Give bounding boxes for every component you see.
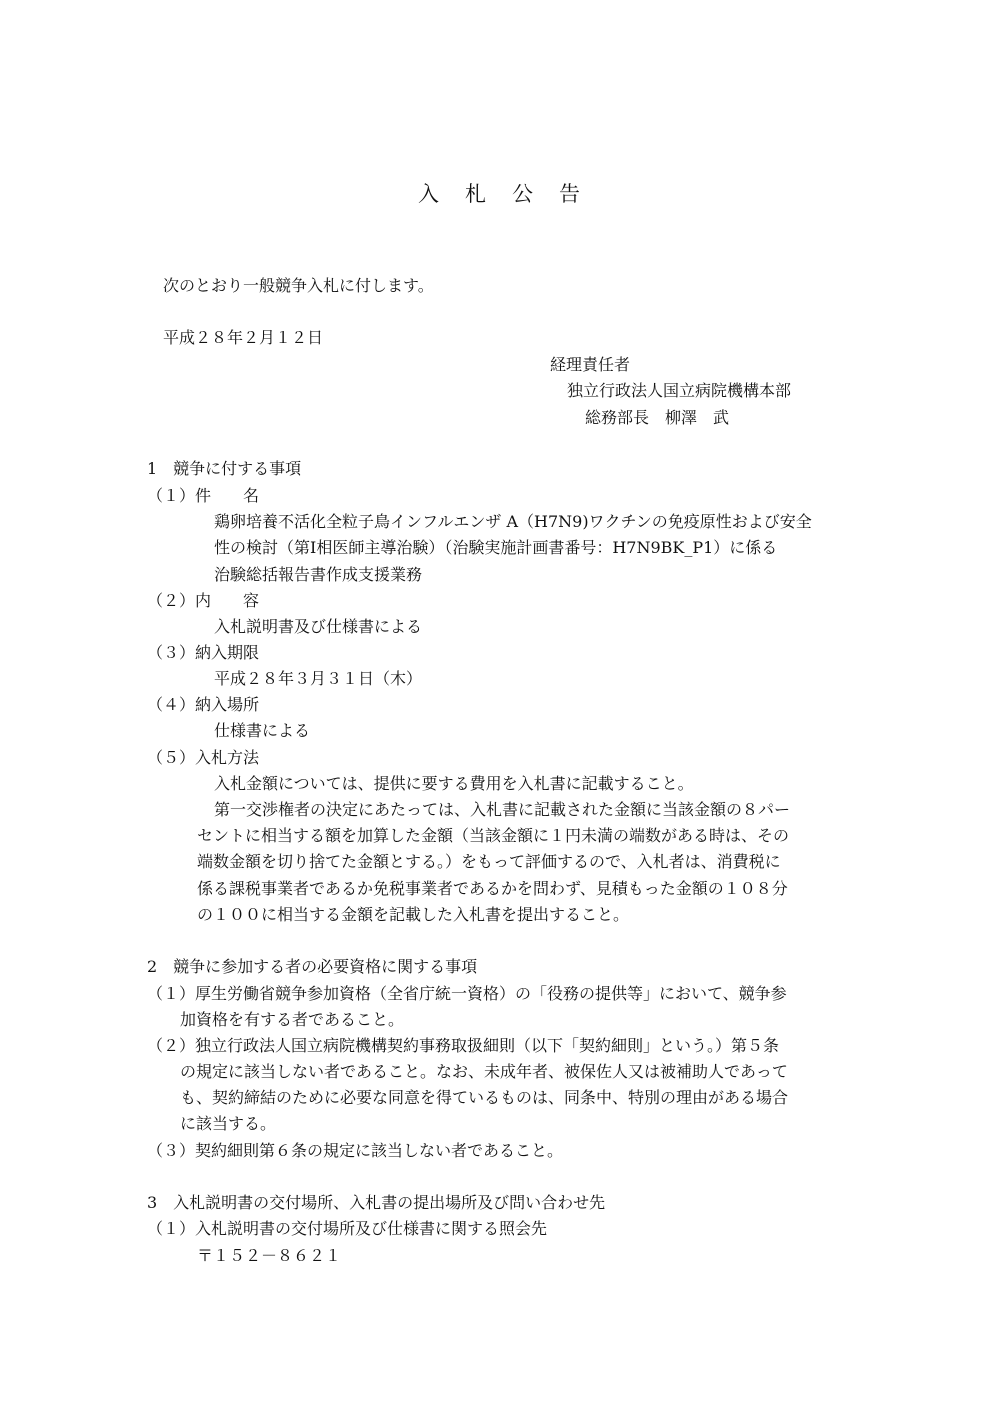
section1-item1-label: （１）件 名	[147, 486, 260, 505]
title-char: 公	[512, 182, 533, 206]
section1-item5-para2-line: 係る課税事業者であるか免税事業者であるかを問わず、見積もった金額の１０８分	[197, 879, 788, 898]
section2-item2-line: （２）独立行政法人国立病院機構契約事務取扱細則（以下「契約細則」という。）第５条	[147, 1036, 780, 1055]
section1-item5-para1: 入札金額については、提供に要する費用を入札書に記載すること。	[214, 774, 694, 793]
section1-item4-label: （４）納入場所	[147, 695, 260, 714]
section1-item5-para2-line: の１００に相当する金額を記載した入札書を提出すること。	[197, 905, 630, 924]
title-char: 札	[465, 182, 486, 206]
section1-item5-para2-line: 第一交渉権者の決定にあたっては、入札書に記載された金額に当該金額の８パー	[214, 800, 791, 819]
section2-item3: （３）契約細則第６条の規定に該当しない者であること。	[147, 1141, 564, 1160]
section3-item1: （１）入札説明書の交付場所及び仕様書に関する照会先	[147, 1219, 548, 1238]
title-char: 告	[559, 182, 580, 206]
section1-item5-label: （５）入札方法	[147, 748, 260, 767]
section2-item2-line: の規定に該当しない者であること。なお、未成年者、被保佐人又は被補助人であって	[180, 1062, 788, 1081]
section1-item2-label: （２）内 容	[147, 591, 260, 610]
section2-item2-line: に該当する。	[180, 1114, 277, 1133]
section2-item1-line: 加資格を有する者であること。	[180, 1010, 405, 1029]
section3-heading: 3 入札説明書の交付場所、入札書の提出場所及び問い合わせ先	[147, 1193, 606, 1212]
section1-item1-line: 性の検討（第Ⅰ相医師主導治験）（治験実施計画書番号：H7N9BK_P1）に係る	[214, 538, 778, 557]
section2-item1-line: （１）厚生労働省競争参加資格（全省庁統一資格）の「役務の提供等」において、競争参	[147, 984, 787, 1003]
issuer-role: 経理責任者	[550, 355, 631, 374]
section2-heading: 2 競争に参加する者の必要資格に関する事項	[147, 957, 478, 976]
intro-text: 次のとおり一般競争入札に付します。	[163, 276, 434, 295]
section1-item1-line: 治験総括報告書作成支援業務	[214, 565, 423, 584]
section1-item2-text: 入札説明書及び仕様書による	[214, 617, 423, 636]
section1-item3-text: 平成２８年３月３１日（木）	[214, 669, 423, 688]
section1-item1-line: 鶏卵培養不活化全粒子鳥インフルエンザ A（H7N9)ワクチンの免疫原性および安全	[214, 512, 812, 531]
section1-item5-para2-line: 端数金額を切り捨てた金額とする。）をもって評価するので、入札者は、消費税に	[197, 852, 781, 871]
notice-date: 平成２８年２月１２日	[163, 328, 324, 347]
postal-code: 〒１５２－８６２１	[197, 1246, 342, 1265]
issuer-org: 独立行政法人国立病院機構本部	[567, 381, 792, 400]
section1-item5-para2-line: セントに相当する額を加算した金額（当該金額に１円未満の端数がある時は、その	[197, 826, 790, 845]
section2-item2-line: も、契約締結のために必要な同意を得ているものは、同条中、特別の理由がある場合	[180, 1088, 789, 1107]
issuer-person: 総務部長 柳澤 武	[585, 408, 730, 427]
title-char: 入	[418, 182, 439, 206]
section1-item3-label: （３）納入期限	[147, 643, 260, 662]
section1-heading: 1 競争に付する事項	[147, 459, 302, 478]
section1-item4-text: 仕様書による	[214, 721, 311, 740]
